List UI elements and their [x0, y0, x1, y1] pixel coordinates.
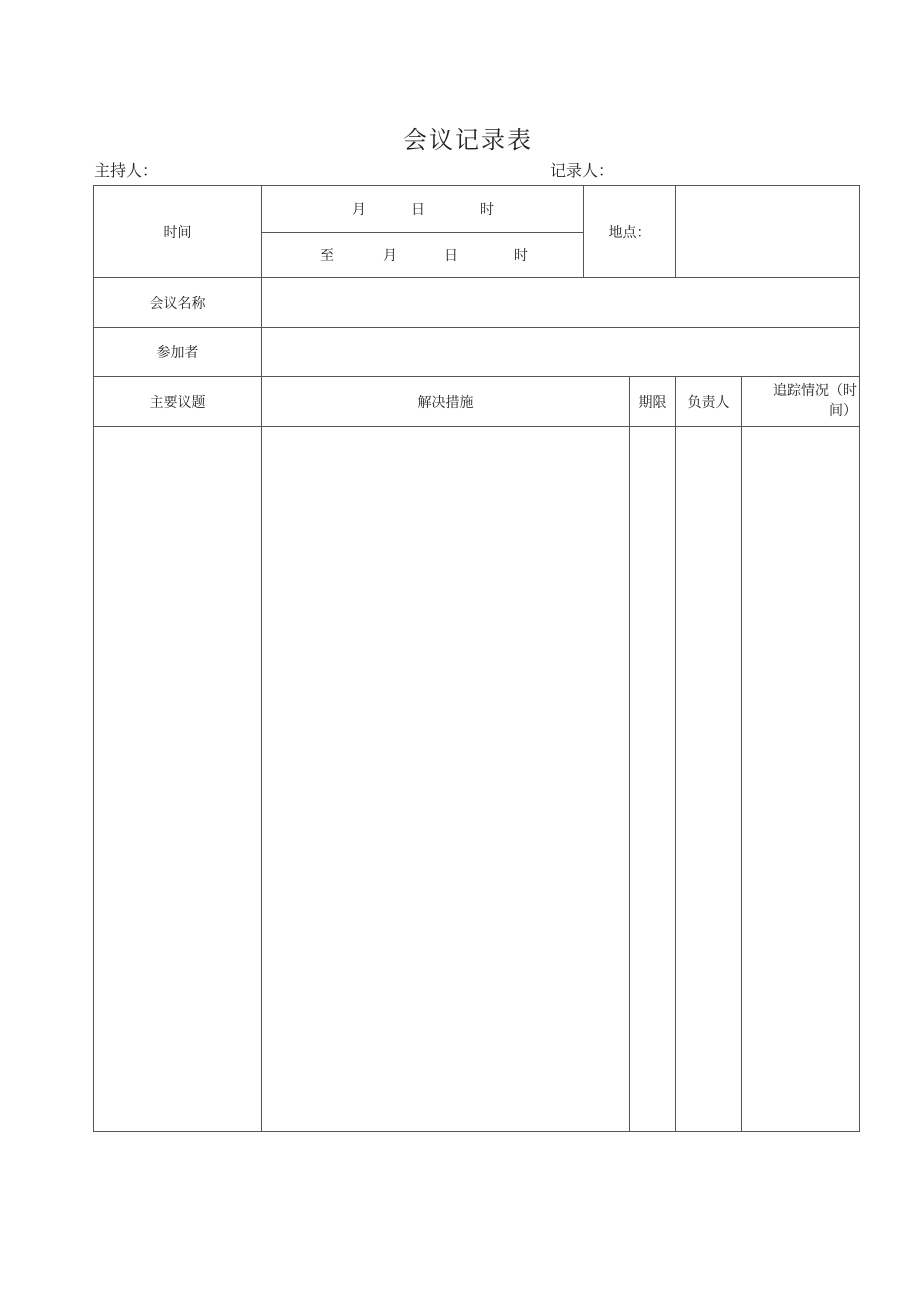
column-header-owner: 负责人	[687, 394, 730, 411]
location-label: 地点：	[608, 224, 651, 241]
column-header-tracking	[742, 381, 857, 421]
time-label: 时间	[163, 224, 192, 241]
host-label: 主持人：	[94, 161, 159, 180]
location-field[interactable]	[676, 186, 859, 277]
time-start-hour: 时	[480, 202, 494, 218]
owner-body-cell[interactable]	[676, 427, 741, 1131]
time-start-day: 日	[411, 202, 425, 218]
tracking-body-cell[interactable]	[742, 427, 859, 1131]
attendees-field[interactable]	[262, 328, 859, 376]
meeting-name-field[interactable]	[262, 278, 859, 327]
tracking-header-line2: 间）	[829, 403, 857, 419]
table-border-right	[859, 185, 860, 1132]
meeting-name-label: 会议名称	[149, 295, 206, 312]
time-start-month: 月	[352, 202, 366, 218]
page-title: 会议记录表	[403, 126, 533, 154]
column-header-deadline: 期限	[638, 394, 667, 411]
recorder-label: 记录人：	[550, 161, 615, 180]
attendees-label: 参加者	[156, 345, 199, 361]
time-end-hour: 时	[514, 248, 528, 264]
column-header-topic: 主要议题	[149, 394, 206, 411]
column-header-solution: 解决措施	[417, 394, 474, 411]
tracking-header-line1: 追踪情况（时	[773, 383, 857, 399]
topic-body-cell[interactable]	[94, 427, 261, 1131]
solution-body-cell[interactable]	[262, 427, 629, 1131]
time-end-month: 月	[383, 248, 397, 264]
time-divider	[261, 232, 584, 233]
deadline-body-cell[interactable]	[630, 427, 675, 1131]
time-end-to: 至	[320, 248, 334, 264]
table-border-bottom	[93, 1131, 860, 1132]
time-end-day: 日	[444, 248, 458, 264]
